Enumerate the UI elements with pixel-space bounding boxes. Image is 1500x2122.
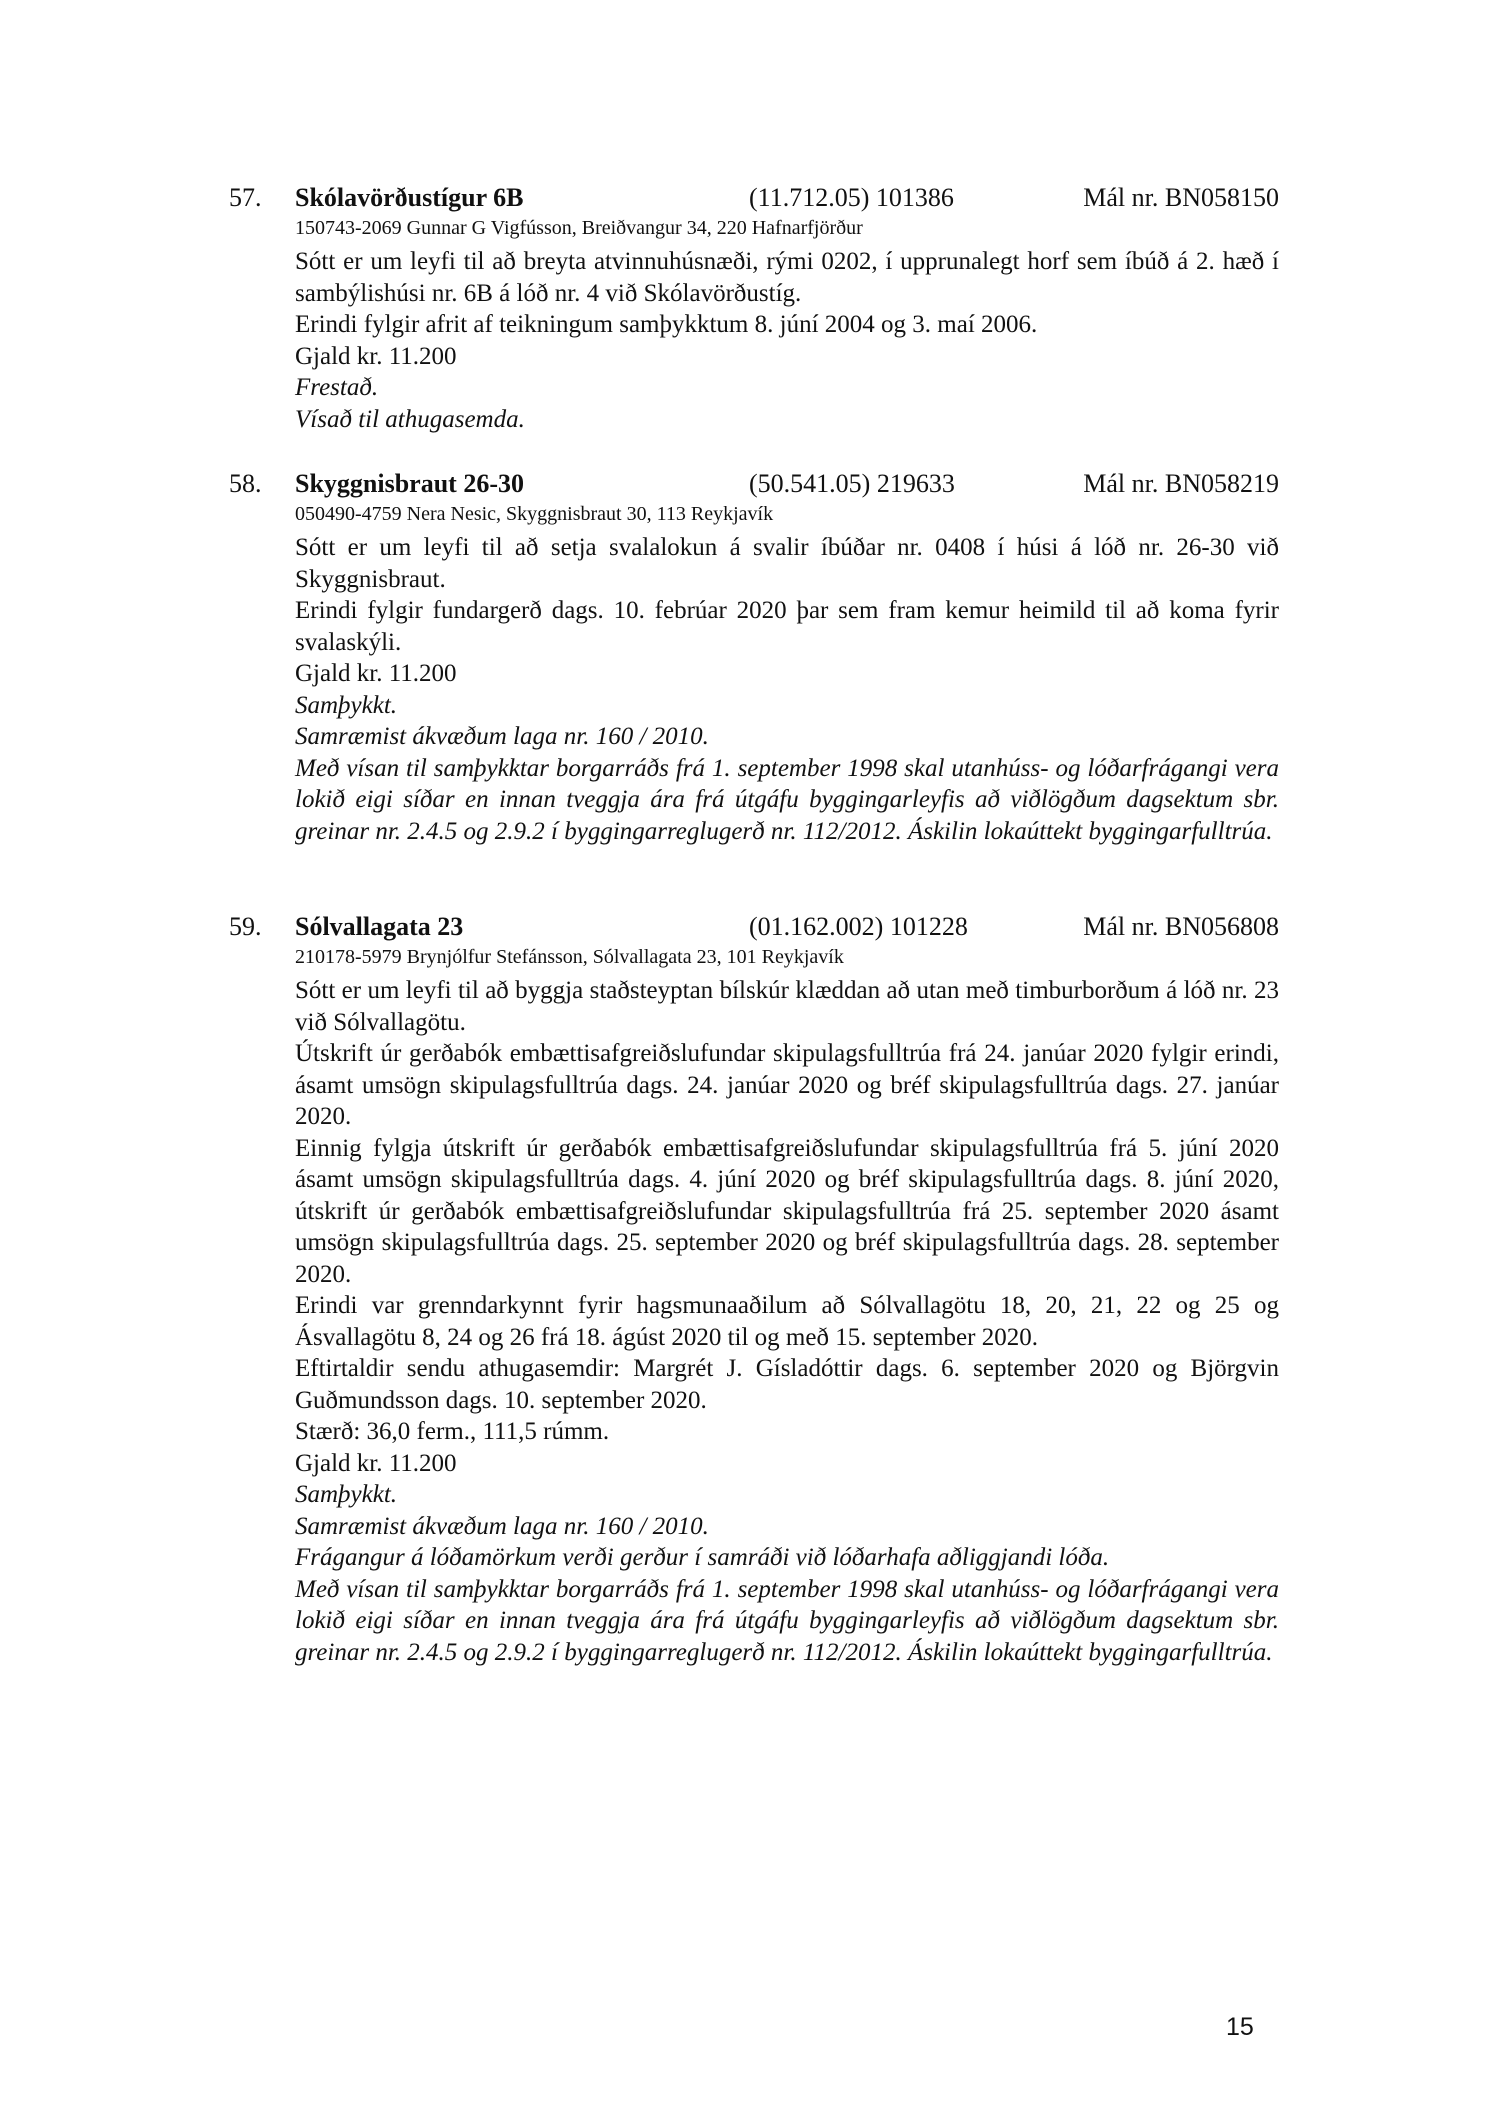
case-note: Frágangur á lóðamörkum verði gerður í samráði við lóðarhafa aðliggjandi lóða. — [295, 1544, 1110, 1571]
case-id: Mál nr. BN056808 — [1083, 912, 1279, 941]
case-entry — [229, 181, 1279, 435]
case-paragraph: Sótt er um leyfi til að breyta atvinnuhúsnæði, rými 0202, í upprunalegt horf sem íbúð á 2. hæð í sambýlishúsi nr. 6B á lóð nr. 4 við Skólavörðustíg. — [295, 248, 1279, 307]
case-id: Mál nr. BN058150 — [1083, 183, 1279, 212]
case-paragraph: Erindi var grenndarkynnt fyrir hagsmunaaðilum að Sólvallagötu 18, 20, 21, 22 og 25 og Ásvallagötu 8, 24 og 26 frá 18. ágúst 2020 til og með 15. september 2020. — [295, 1292, 1279, 1351]
case-paragraph: Eftirtaldir sendu athugasemdir: Margrét J. Gísladóttir dags. 6. september 2020 og Björgvin Guðmundsson dags. 10. september 2020. — [295, 1355, 1279, 1414]
property-reference: (11.712.05) 101386 — [749, 183, 954, 212]
case-fee: Gjald kr. 11.200 — [295, 660, 457, 687]
case-paragraph: Sótt er um leyfi til að byggja staðsteyptan bílskúr klæddan að utan með timburborðum á lóð nr. 23 við Sólvallagötu. — [295, 977, 1279, 1036]
case-number: 58. — [229, 469, 262, 498]
case-note: Með vísan til samþykktar borgarráðs frá 1. september 1998 skal utanhúss- og lóðarfrágangi vera lokið eigi síðar en innan tveggja ára frá útgáfu byggingarleyfis að viðlögðum dagsektum sbr. greinar nr. 2.4.5 og 2.9.2 í byggingarreglugerð nr. 112/2012. Áskilin lokaúttekt byggingarfulltrúa. — [295, 1575, 1279, 1666]
property-reference: (01.162.002) 101228 — [749, 912, 968, 941]
case-header — [229, 910, 1279, 944]
case-paragraph: Sótt er um leyfi til að setja svalalokun á svalir íbúðar nr. 0408 í húsi á lóð nr. 26-30 við Skyggnisbraut. — [295, 534, 1279, 593]
case-note: Samræmist ákvæðum laga nr. 160 / 2010. — [295, 723, 709, 750]
case-address: Skyggnisbraut 26-30 — [295, 469, 524, 498]
applicant: 050490-4759 Nera Nesic, Skyggnisbraut 30, 113 Reykjavík — [295, 503, 774, 525]
case-paragraph: Einnig fylgja útskrift úr gerðabók embættisafgreiðslufundar skipulagsfulltrúa frá 5. júní 2020 ásamt umsögn skipulagsfulltrúa dags. 4. júní 2020 og bréf skipulagsfulltrúa dags. 8. júní 2020, útskrift úr gerðabók embættisafgreiðslufundar skipulagsfulltrúa frá 25. september 2020 ásamt umsögn skipulagsfulltrúa dags. 25. september 2020 og bréf skipulagsfulltrúa dags. 28. september 2020. — [295, 1134, 1279, 1288]
case-entry — [229, 467, 1279, 847]
case-fee: Gjald kr. 11.200 — [295, 1449, 457, 1477]
case-id: Mál nr. BN058219 — [1083, 469, 1279, 498]
applicant: 150743-2069 Gunnar G Vigfússon, Breiðvangur 34, 220 Hafnarfjörður — [295, 217, 863, 239]
case-note: Vísað til athugasemda. — [295, 405, 525, 433]
page-number: 15 — [1226, 2013, 1254, 2041]
case-note: Samræmist ákvæðum laga nr. 160 / 2010. — [295, 1512, 709, 1540]
case-body — [295, 499, 1279, 847]
case-paragraph: Útskrift úr gerðabók embættisafgreiðslufundar skipulagsfulltrúa frá 24. janúar 2020 fylgir erindi, ásamt umsögn skipulagsfulltrúa dags. 24. janúar 2020 og bréf skipulagsfulltrúa dags. 27. janúar 2020. — [295, 1040, 1279, 1130]
case-note: Með vísan til samþykktar borgarráðs frá 1. september 1998 skal utanhúss- og lóðarfrágangi vera lokið eigi síðar en innan tveggja ára frá útgáfu byggingarleyfis að viðlögðum dagsektum sbr. greinar nr. 2.4.5 og 2.9.2 í byggingarreglugerð nr. 112/2012. Áskilin lokaúttekt byggingarfulltrúa. — [295, 754, 1279, 845]
case-paragraph: Erindi fylgir fundargerð dags. 10. febrúar 2020 þar sem fram kemur heimild til að koma fyrir svalaskýli. — [295, 597, 1279, 656]
case-size: Stærð: 36,0 ferm., 111,5 rúmm. — [295, 1418, 610, 1445]
case-fee: Gjald kr. 11.200 — [295, 342, 457, 370]
case-address: Skólavörðustígur 6B — [295, 183, 524, 212]
case-paragraph: Erindi fylgir afrit af teikningum samþykktum 8. júní 2004 og 3. maí 2006. — [295, 311, 1038, 338]
case-decision: Frestað. — [295, 374, 379, 401]
applicant: 210178-5979 Brynjólfur Stefánsson, Sólvallagata 23, 101 Reykjavík — [295, 946, 844, 968]
case-number: 59. — [229, 912, 262, 941]
case-header — [229, 467, 1279, 501]
property-reference: (50.541.05) 219633 — [749, 469, 955, 498]
case-entry — [229, 910, 1279, 1668]
case-address: Sólvallagata 23 — [295, 912, 464, 941]
case-number: 57. — [229, 183, 262, 212]
case-decision: Samþykkt. — [295, 1481, 398, 1508]
case-body — [295, 942, 1279, 1668]
case-body — [295, 213, 1279, 435]
case-header — [229, 181, 1279, 215]
case-decision: Samþykkt. — [295, 691, 398, 719]
